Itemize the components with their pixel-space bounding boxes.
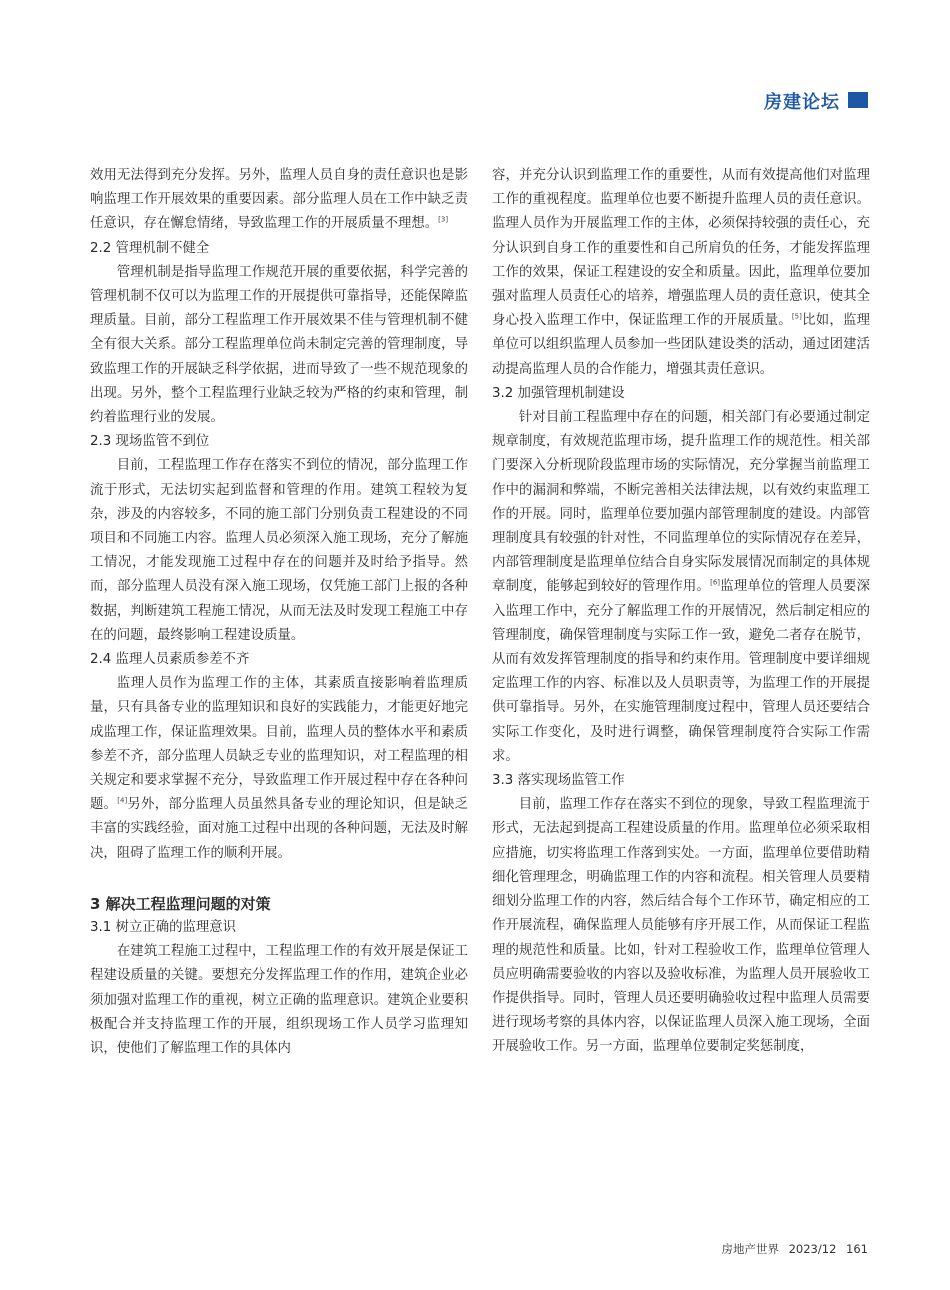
citation-ref: [5]	[791, 312, 802, 321]
section-marker-block	[848, 92, 868, 108]
subsection-heading: 2.2 管理机制不健全	[90, 240, 210, 256]
paragraph: 监理人员作为监理工作的主体，其素质直接影响着监理质量，只有具备专业的监理知识和良好的实践能力，才能更好地完成监理工作，保证监理效果。目前，监理人员的整体水平和素质参差不齐，部分监理人员缺乏专业的监理知识，对工程监理的相关规定和要求掌握不充分，导致监理工作开展过程中存在各种问题。[4]另外，部分监理人员虽然具备专业的理论知识，但是缺乏丰富的实践经验，面对施工过程中出现的各种问题，无法及时解决，阻碍了监理工作的顺利开展。	[90, 676, 468, 861]
journal-name: 房地产世界	[721, 1242, 779, 1256]
paragraph: 容，并充分认识到监理工作的重要性，从而有效提高他们对监理工作的重视程度。监理单位也要不断提升监理人员的责任意识。监理人员作为开展监理工作的主体，必须保持较强的责任心，充分认识到自身工作的重要性和自己所肩负的任务，才能发挥监理工作的效果，保证工程建设的安全和质量。因此，监理单位要加强对监理人员责任心的培养，增强监理人员的责任意识，使其全身心投入监理工作中，保证监理工作的开展质量。[5]比如，监理单位可以组织监理人员参加一些团队建设类的活动，通过团建活动提高监理人员的合作能力，增强其责任意识。	[492, 168, 871, 377]
subsection-heading: 3.3 落实现场监管工作	[492, 773, 625, 789]
left-column	[90, 164, 468, 1061]
paragraph: 目前，监理工作存在落实不到位的现象，导致工程监理流于形式，无法起到提高工程建设质量的作用。监理单位必须采取相应措施，切实将监理工作落到实处。一方面，监理单位要借助精细化管理理念，明确监理工作的内容和流程。相关管理人员要精细划分监理工作的内容，然后结合每个工作环节，确定相应的工作开展流程，确保监理人员能够有序开展工作，从而保证工程监理的规范性和质量。比如，针对工程验收工作，监理单位管理人员应明确需要验收的内容以及验收标准，为监理人员开展验收工作提供指导。同时，管理人员还要明确验收过程中监理人员需要进行现场考察的具体内容，以保证监理人员深入施工现场，全面开展验收工作。另一方面，监理单位要制定奖惩制度，	[492, 797, 870, 1055]
subsection-heading: 3.2 加强管理机制建设	[492, 385, 625, 401]
page-footer	[715, 1241, 868, 1257]
paragraph: 效用无法得到充分发挥。另外，监理人员自身的责任意识也是影响监理工作开展效果的重要因素。部分监理人员在工作中缺乏责任意识，存在懈怠情绪，导致监理工作的开展质量不理想。[3]	[90, 168, 468, 232]
page-number: 161	[846, 1242, 868, 1256]
section-heading: 3 解决工程监理问题的对策	[90, 894, 271, 913]
subsection-heading: 3.1 树立正确的监理意识	[90, 919, 237, 935]
citation-ref: [3]	[438, 215, 449, 224]
paragraph: 在建筑工程施工过程中，工程监理工作的有效开展是保证工程建设质量的关键。要想充分发挥监理工作的作用，建筑企业必须加强对监理工作的重视，树立正确的监理意识。建筑企业要积极配合并支持监理工作的开展，组织现场工作人员学习监理知识，使他们了解监理工作的具体内	[90, 944, 468, 1056]
right-column	[492, 164, 870, 1060]
section-title: 房建论坛	[764, 92, 840, 113]
subsection-heading: 2.3 现场监管不到位	[90, 434, 210, 450]
paragraph: 目前，工程监理工作存在落实不到位的情况，部分监理工作流于形式，无法切实起到监督和管理的作用。建筑工程较为复杂，涉及的内容较多，不同的施工部门分别负责工程建设的不同项目和不同施工内容。监理人员必须深入施工现场，充分了解施工情况，才能发现施工过程中存在的问题并及时给予指导。然而，部分监理人员没有深入施工现场，仅凭施工部门上报的各种数据，判断建筑工程施工情况，从而无法及时发现工程施工中存在的问题，最终影响工程建设质量。	[90, 458, 468, 643]
citation-ref: [4]	[117, 796, 128, 805]
paragraph: 针对目前工程监理中存在的问题，相关部门有必要通过制定规章制度，有效规范监理市场，提升监理工作的规范性。相关部门要深入分析现阶段监理市场的实际情况，充分掌握当前监理工作中的漏洞和弊端，不断完善相关法律法规，以有效约束监理工作的开展。同时，监理单位要加强内部管理制度的建设。内部管理制度具有较强的针对性，不同监理单位的实际情况存在差异，内部管理制度是监理单位结合自身实际发展情况而制定的具体规章制度，能够起到较好的管理作用。[6]监理单位的管理人员要深入监理工作中，充分了解监理工作的开展情况，然后制定相应的管理制度，确保管理制度与实际工作一致，避免二者存在脱节，从而有效发挥管理制度的指导和约束作用。管理制度中要详细规定监理工作的内容、标准以及人员职责等，为监理工作的开展提供可靠指导。另外，在实施管理制度过程中，管理人员还要结合实际工作变化，及时进行调整，确保管理制度符合实际工作需求。	[492, 410, 871, 764]
issue-date: 2023/12	[788, 1242, 837, 1256]
subsection-heading: 2.4 监理人员素质参差不齐	[90, 652, 250, 668]
citation-ref: [6]	[710, 578, 721, 587]
paragraph: 管理机制是指导监理工作规范开展的重要依据，科学完善的管理机制不仅可以为监理工作的开展提供可靠指导，还能保障监理质量。目前，部分工程监理工作开展效果不佳与管理机制不健全有很大关系。部分工程监理单位尚未制定完善的管理制度，导致监理工作的开展缺乏科学依据，进而导致了一些不规范现象的出现。另外，整个工程监理行业缺乏较为严格的约束和管理，制约着监理行业的发展。	[90, 264, 468, 426]
